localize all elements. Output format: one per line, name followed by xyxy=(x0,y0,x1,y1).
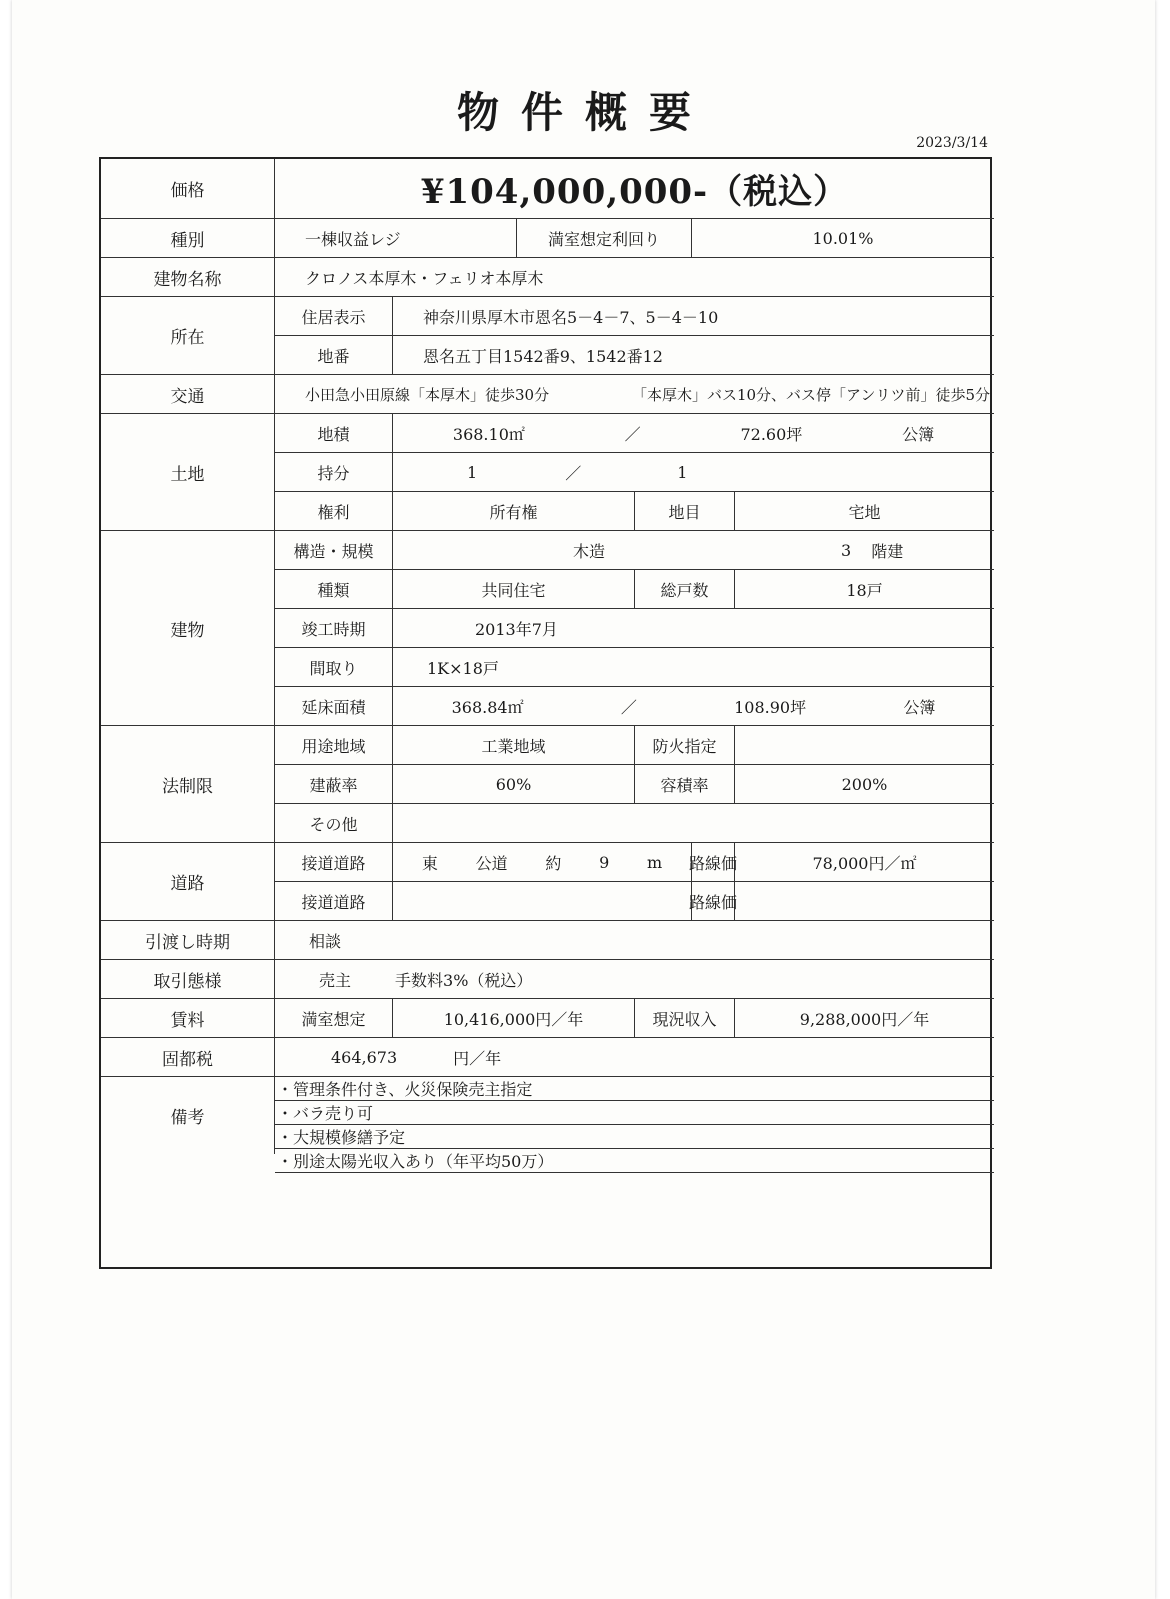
tax-unit: 円／年 xyxy=(453,1048,502,1068)
road-price-1-value: 78,000円／㎡ xyxy=(735,843,994,882)
units-label: 総戸数 xyxy=(635,570,735,609)
road-price-1-label: 路線価 xyxy=(692,843,735,882)
completion-label: 竣工時期 xyxy=(275,609,393,648)
transaction-fee: 手数料3%（税込） xyxy=(395,970,533,990)
road-width: 9 xyxy=(599,852,610,872)
land-area-m2: 368.10㎡ xyxy=(452,424,525,444)
road-access-2-label: 接道道路 xyxy=(275,882,393,921)
land-share-value xyxy=(393,453,994,492)
yield-value: 10.01% xyxy=(692,219,994,258)
building-kind-label: 種類 xyxy=(275,570,393,609)
regulation-label: 法制限 xyxy=(101,726,275,843)
road-price-2-label: 路線価 xyxy=(692,882,735,921)
land-area-label: 地積 xyxy=(275,414,393,453)
address-value: 神奈川県厚木市恩名5－4－7、5－4－10 xyxy=(393,297,994,336)
lot-value: 恩名五丁目1542番9、1542番12 xyxy=(393,336,994,375)
zoning-label: 用途地域 xyxy=(275,726,393,765)
land-rights-label: 権利 xyxy=(275,492,393,531)
tax-value xyxy=(275,1038,994,1077)
fire-value xyxy=(735,726,994,765)
other-value xyxy=(393,804,994,843)
floor-area-tsubo: 108.90坪 xyxy=(734,697,807,717)
land-area-register: 公簿 xyxy=(902,424,935,444)
handover-label: 引渡し時期 xyxy=(101,921,275,960)
land-share-num: 1 xyxy=(467,462,478,482)
land-area-slash: ／ xyxy=(624,424,641,444)
land-area-tsubo: 72.60坪 xyxy=(740,424,803,444)
price-label: 価格 xyxy=(101,159,275,219)
other-label: その他 xyxy=(275,804,393,843)
tax-label: 固都税 xyxy=(101,1038,275,1077)
transaction-label: 取引態様 xyxy=(101,960,275,999)
lot-label: 地番 xyxy=(275,336,393,375)
floor-area-label: 延床面積 xyxy=(275,687,393,726)
structure-material: 木造 xyxy=(573,541,606,561)
rent-current-value: 9,288,000円／年 xyxy=(735,999,994,1038)
building-kind-value: 共同住宅 xyxy=(393,570,635,609)
land-rights-value: 所有権 xyxy=(393,492,635,531)
land-category-label: 地目 xyxy=(635,492,735,531)
type-value: 一棟収益レジ xyxy=(275,219,517,258)
units-value: 18戸 xyxy=(735,570,994,609)
price-value: ¥104,000,000-（税込） xyxy=(275,159,994,219)
land-share-slash: ／ xyxy=(565,463,582,483)
remarks-label: 備考 xyxy=(101,1077,275,1154)
building-name-label: 建物名称 xyxy=(101,258,275,297)
document-date: 2023/3/14 xyxy=(916,135,988,151)
remarks-list xyxy=(275,1077,994,1171)
bcr-value: 60% xyxy=(393,765,635,804)
zoning-value: 工業地域 xyxy=(393,726,635,765)
road-width-unit: m xyxy=(646,852,663,872)
road-label: 道路 xyxy=(101,843,275,921)
rent-current-label: 現況収入 xyxy=(635,999,735,1038)
layout-label: 間取り xyxy=(275,648,393,687)
transaction-value xyxy=(275,960,994,999)
building-label: 建物 xyxy=(101,531,275,726)
land-area-value xyxy=(393,414,994,453)
handover-value: 相談 xyxy=(275,921,994,960)
floor-area-value xyxy=(393,687,994,726)
transaction-seller: 売主 xyxy=(319,970,352,990)
road-access-2-value xyxy=(393,882,692,921)
rent-full-value: 10,416,000円／年 xyxy=(393,999,635,1038)
road-access-1-value xyxy=(393,843,692,882)
type-label: 種別 xyxy=(101,219,275,258)
building-name-value: クロノス本厚木・フェリオ本厚木 xyxy=(275,258,994,297)
remarks-item: ・大規模修繕予定 xyxy=(275,1125,994,1149)
floor-area-register: 公簿 xyxy=(903,697,936,717)
land-share-label: 持分 xyxy=(275,453,393,492)
property-summary-table xyxy=(99,157,992,1269)
road-approx: 約 xyxy=(545,853,562,873)
land-category-value: 宅地 xyxy=(735,492,994,531)
road-kind: 公道 xyxy=(475,853,508,873)
page-title: 物件概要 xyxy=(456,88,713,137)
completion-value: 2013年7月 xyxy=(393,609,994,648)
road-direction: 東 xyxy=(421,853,438,873)
remarks-item: ・バラ売り可 xyxy=(275,1101,994,1125)
rent-label: 賃料 xyxy=(101,999,275,1038)
far-value: 200% xyxy=(735,765,994,804)
layout-value: 1K×18戸 xyxy=(393,648,994,687)
structure-value xyxy=(393,531,994,570)
far-label: 容積率 xyxy=(635,765,735,804)
remarks-item: ・管理条件付き、火災保険売主指定 xyxy=(275,1077,994,1101)
floor-area-slash: ／ xyxy=(620,697,637,717)
transport-line-1: 小田急小田原線「本厚木」徒歩30分 xyxy=(305,385,550,404)
transport-label: 交通 xyxy=(101,375,275,414)
remarks-item: ・別途太陽光収入あり（年平均50万） xyxy=(275,1149,994,1173)
road-access-1-label: 接道道路 xyxy=(275,843,393,882)
bcr-label: 建蔽率 xyxy=(275,765,393,804)
fire-label: 防火指定 xyxy=(635,726,735,765)
land-share-den: 1 xyxy=(677,462,688,482)
structure-label: 構造・規模 xyxy=(275,531,393,570)
land-label: 土地 xyxy=(101,414,275,531)
transport-line-2: 「本厚木」バス10分、バス停「アンリツ前」徒歩5分 xyxy=(631,385,990,404)
location-label: 所在 xyxy=(101,297,275,375)
structure-floors-unit: 階建 xyxy=(871,541,904,561)
transport-value xyxy=(275,375,994,414)
floor-area-m2: 368.84㎡ xyxy=(451,697,524,717)
rent-full-label: 満室想定 xyxy=(275,999,393,1038)
yield-label: 満室想定利回り xyxy=(517,219,692,258)
tax-amount: 464,673 xyxy=(331,1047,398,1067)
address-label: 住居表示 xyxy=(275,297,393,336)
structure-floors: 3 xyxy=(841,540,852,560)
road-price-2-value xyxy=(735,882,994,921)
